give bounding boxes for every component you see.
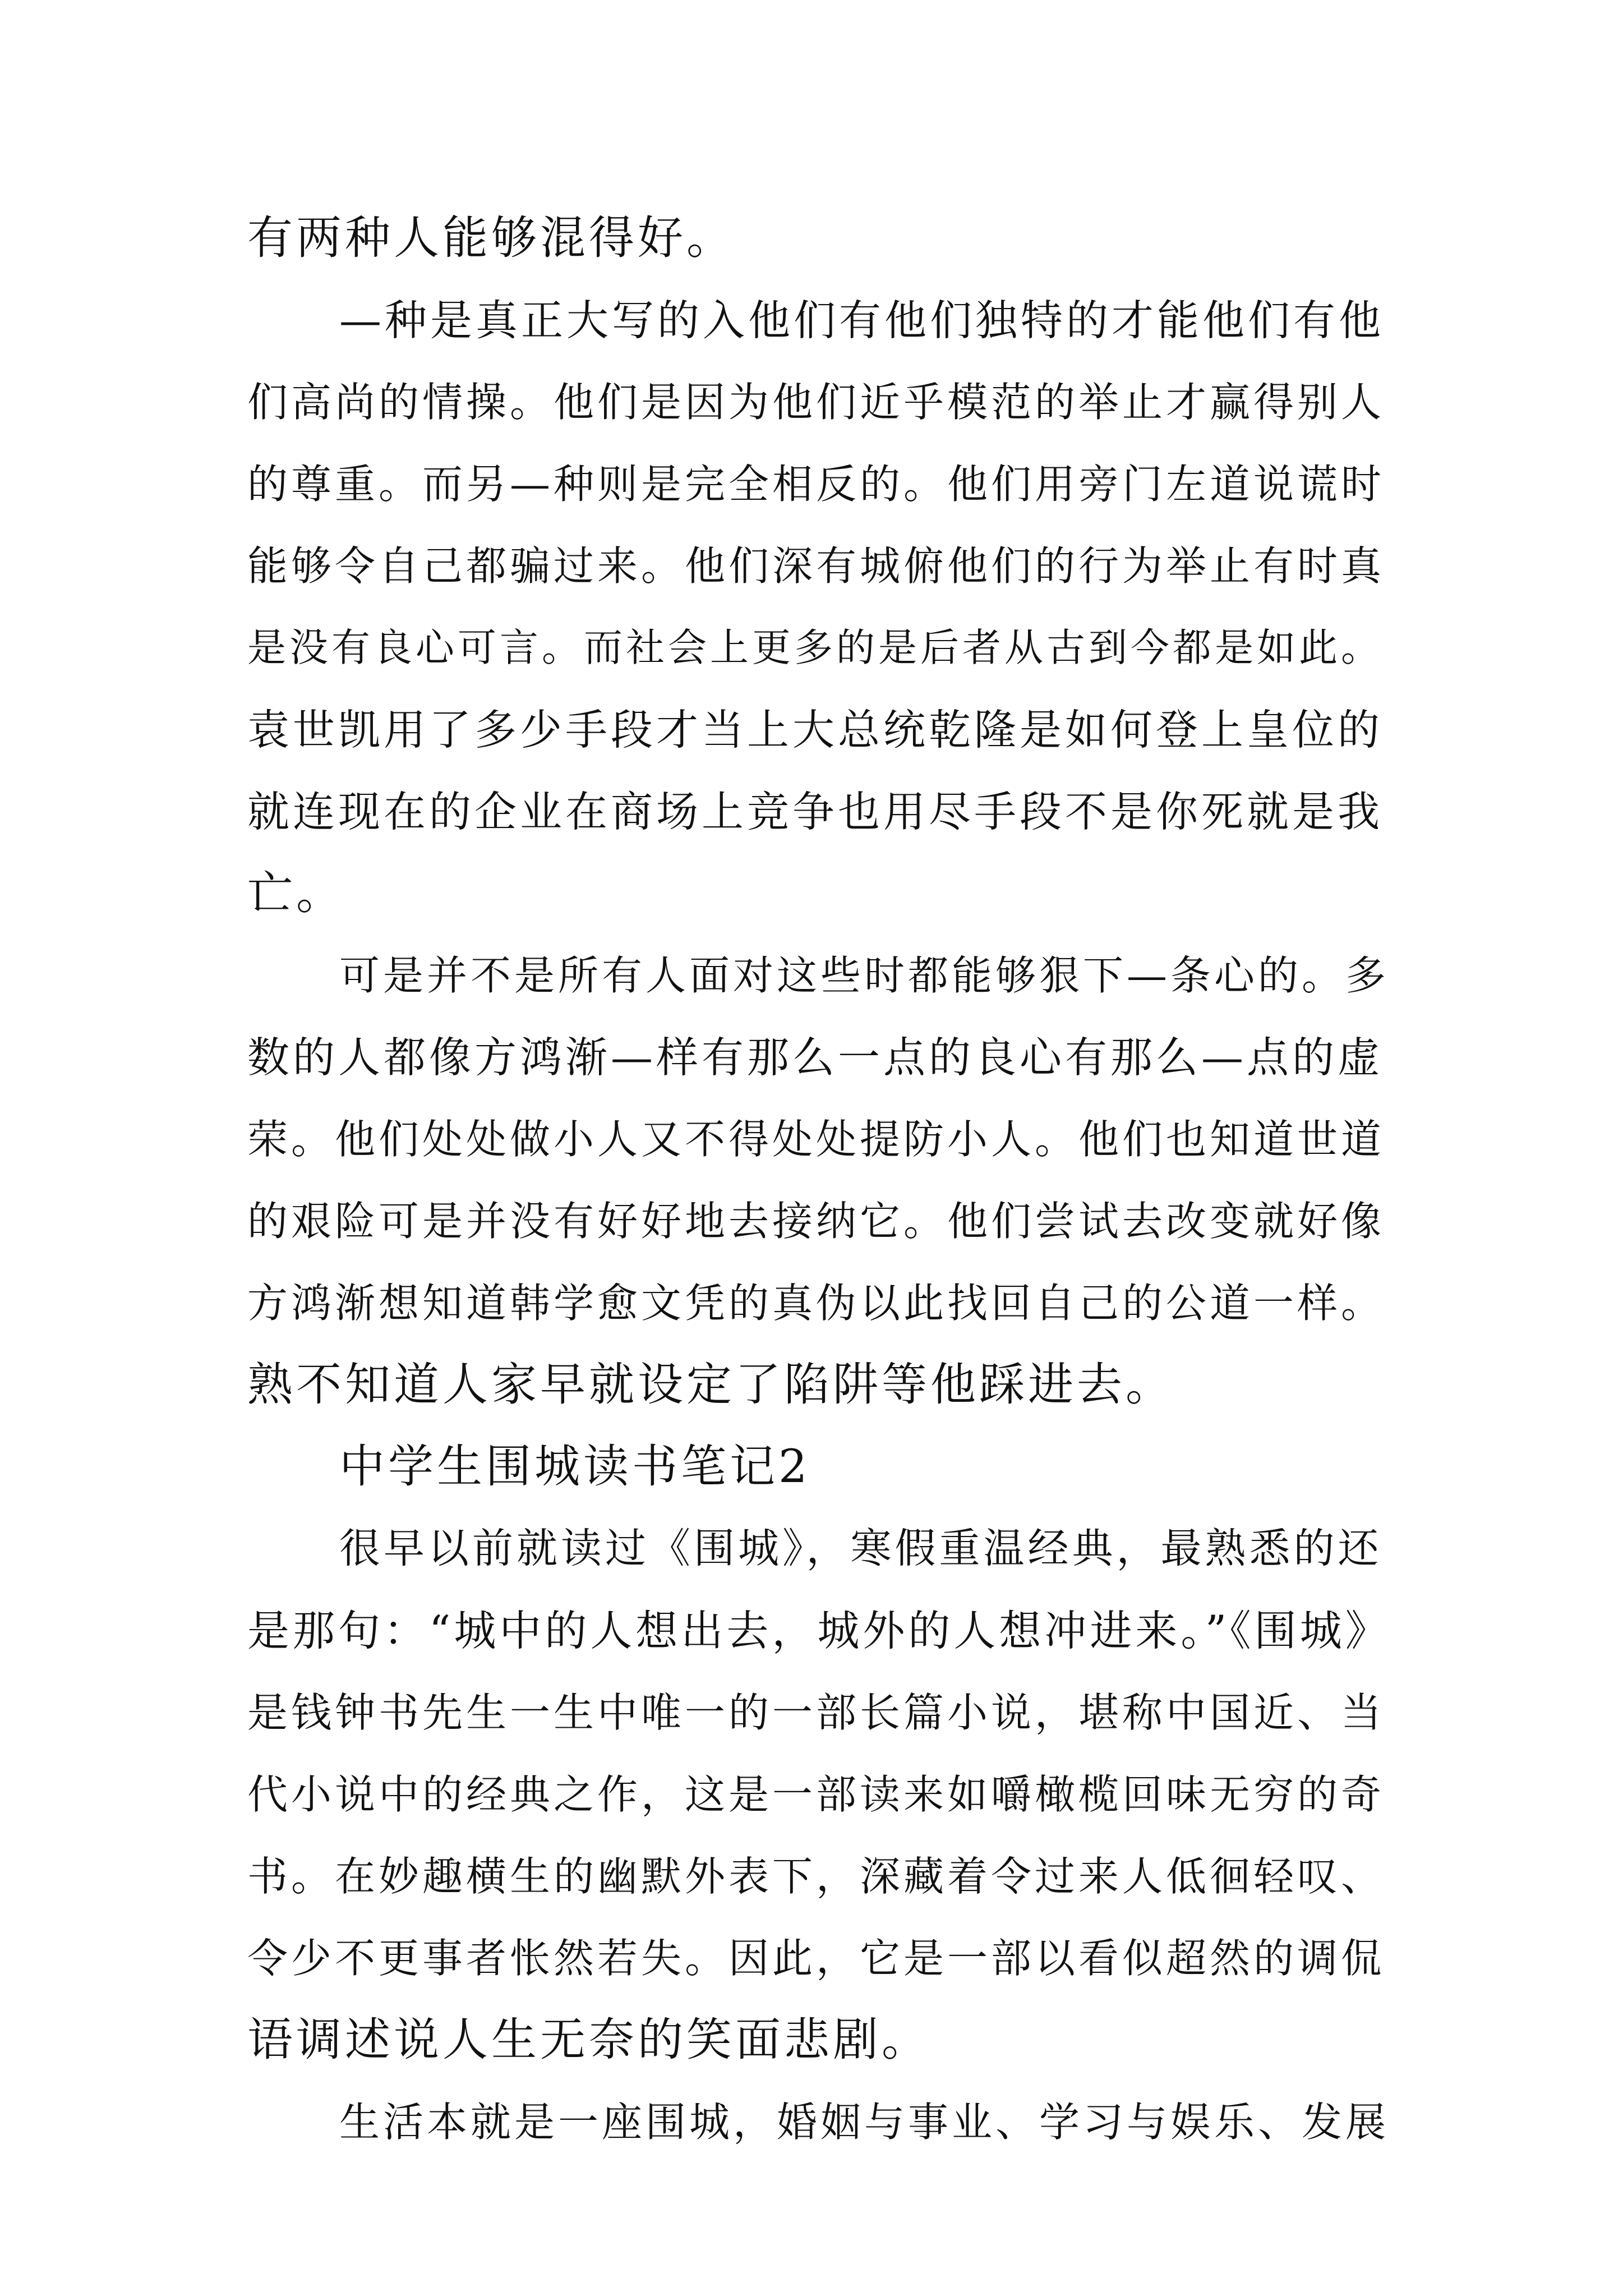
text-line: 是没有良心可言。而社会上更多的是后者从古到今都是如此。 (247, 625, 1383, 670)
text-line: 熟不知道人家早就设定了陷阱等他踩进去。 (247, 1359, 1175, 1411)
text-line: 数的人都像方鸿渐—样有那么一点的良心有那么—点的虚 (247, 1033, 1384, 1082)
text-line: 就连现在的企业在商场上竞争也用尽手段不是你死就是我 (247, 787, 1384, 836)
text-line: 可是并不是所有人面对这些时都能够狠下—条心的。多 (339, 952, 1390, 999)
text-line: 语调述说人生无奈的笑面悲剧。 (247, 2014, 931, 2067)
text-line: 能够令自己都骗过来。他们深有城俯他们的行为举止有时真 (247, 542, 1385, 590)
text-line: 很早以前就读过《围城》，寒假重温经典，最熟悉的还 (339, 1525, 1382, 1572)
text-line: 有两种人能够混得好。 (247, 212, 736, 265)
text-line: 亡。 (247, 867, 345, 920)
text-line: 们高尚的情操。他们是因为他们近乎模范的举止才赢得别人 (247, 379, 1385, 426)
text-line: 的艰险可是并没有好好地去接纳它。他们尝试去改变就好像 (247, 1198, 1385, 1245)
text-line: 方鸿渐想知道韩学愈文凭的真伪以此找回自己的公道一样。 (247, 1280, 1385, 1327)
text-line: 书。在妙趣横生的幽默外表下，深藏着令过来人低徊轻叹、 (247, 1853, 1385, 1900)
text-line: 生活本就是一座围城，婚姻与事业、学习与娱乐、发展 (339, 2099, 1390, 2146)
text-line: 荣。他们处处做小人又不得处处提防小人。他们也知道世道 (247, 1116, 1385, 1163)
body-text (247, 197, 1391, 2163)
text-line: —种是真正大写的入他们有他们独特的才能他们有他 (339, 296, 1385, 345)
text-line: 代小说中的经典之作，这是一部读来如嚼橄榄回味无穷的奇 (247, 1771, 1385, 1818)
text-line: 是钱钟书先生一生中唯一的一部长篇小说，堪称中国近、当 (247, 1689, 1385, 1736)
text-line: 令少不更事者怅然若失。因此，它是一部以看似超然的调侃 (247, 1935, 1385, 1982)
text-line: 中学生围城读书笔记2 (339, 1441, 811, 1493)
text-line: 的尊重。而另—种则是完全相反的。他们用旁门左道说谎时 (247, 461, 1385, 508)
text-line: 袁世凯用了多少手段才当上大总统乾隆是如何登上皇位的 (247, 705, 1384, 754)
text-line: 是那句：“城中的人想出去，城外的人想冲进来。”《围城》 (247, 1606, 1391, 1655)
